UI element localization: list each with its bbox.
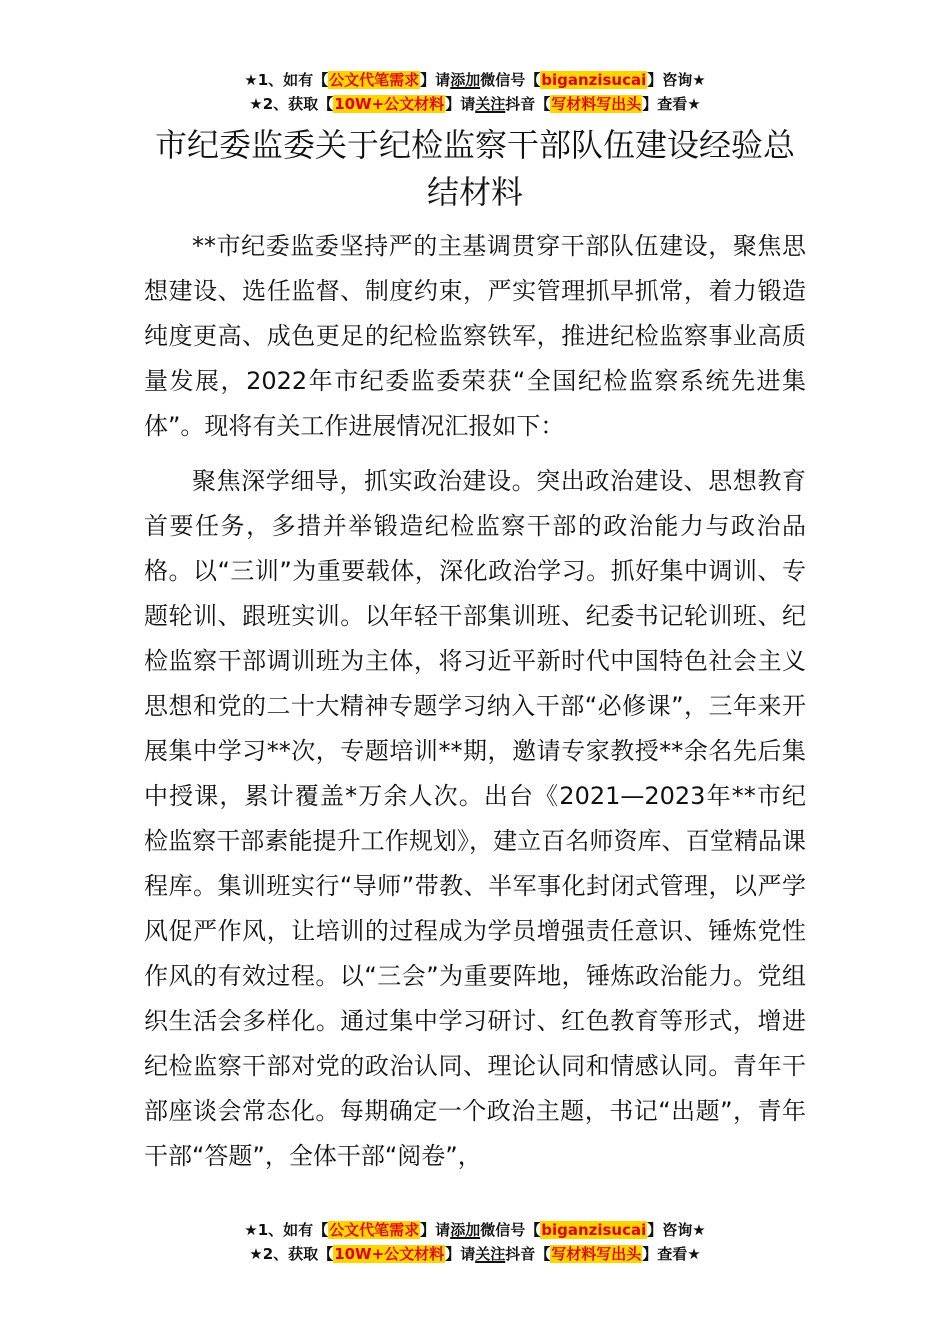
promo-text: ★2、获取【 — [249, 95, 334, 113]
promo-highlight: 写材料写出头 — [551, 1245, 642, 1263]
promo-highlight: 公文代笔需求 — [329, 71, 420, 89]
promo-underline: 添加 — [450, 1221, 481, 1239]
promo-text: 】请 — [445, 95, 476, 113]
promo-highlight: 10W+公文材料 — [334, 95, 445, 113]
promo-text: 抖音【 — [505, 95, 551, 113]
promo-line-1 — [0, 1218, 950, 1242]
promo-text: ★2、获取【 — [249, 1245, 334, 1263]
promo-line-1 — [0, 68, 950, 92]
promo-highlight: 写材料写出头 — [551, 95, 642, 113]
promo-underline: 添加 — [450, 71, 481, 89]
promo-text: ★1、如有【 — [244, 71, 329, 89]
promo-text: 】查看★ — [642, 95, 701, 113]
promo-underline: 关注 — [475, 1245, 506, 1263]
promo-text: 】咨询★ — [647, 1221, 706, 1239]
promo-line-2 — [0, 1242, 950, 1266]
paragraph-intro: **市纪委监委坚持严的主基调贯穿干部队伍建设，聚焦思想建设、选任监督、制度约束，严实管理抓早抓常，着力锻造纯度更高、成色更足的纪检监察铁军，推进纪检监察事业高质量发展，2022年市纪委监委荣获“全国纪检监察系统先进集体”。现将有关工作进展情况汇报如下： — [144, 232, 806, 440]
promo-text: 】请 — [445, 1245, 476, 1263]
document-title: 市纪委监委关于纪检监察干部队伍建设经验总结材料 — [154, 126, 795, 211]
promo-text: ★1、如有【 — [244, 1221, 329, 1239]
document-body — [144, 224, 806, 1189]
promo-text: 】请 — [420, 1221, 451, 1239]
promo-text: 】请 — [420, 71, 451, 89]
promo-highlight: 公文代笔需求 — [329, 1221, 420, 1239]
promo-highlight: 10W+公文材料 — [334, 1245, 445, 1263]
promo-highlight: biganzisucai — [541, 1221, 647, 1239]
promo-text: 】查看★ — [642, 1245, 701, 1263]
promo-text: 抖音【 — [505, 1245, 551, 1263]
promo-line-2 — [0, 92, 950, 116]
promo-text: 微信号【 — [480, 71, 541, 89]
promo-underline: 关注 — [475, 95, 506, 113]
paragraph-political-building: 聚焦深学细导，抓实政治建设。突出政治建设、思想教育首要任务，多措并举锻造纪检监察干部的政治能力与政治品格。以“三训”为重要载体，深化政治学习。抓好集中调训、专题轮训、跟班实训。以年轻干部集训班、纪委书记轮训班、纪检监察干部调训班为主体，将习近平新时代中国特色社会主义思想和党的二十大精神专题学习纳入干部“必修课”，三年来开展集中学习**次，专题培训**期，邀请专家教授**余名先后集中授课，累计覆盖*万余人次。出台《2021—2023年**市纪检监察干部素能提升工作规划》，建立百名师资库、百堂精品课程库。集训班实行“导师”带教、半军事化封闭式管理，以严学风促严作风，让培训的过程成为学员增强责任意识、锤炼党性作风的有效过程。以“三会”为重要阵地，锤炼政治能力。党组织生活会多样化。通过集中学习研讨、红色教育等形式，增进纪检监察干部对党的政治认同、理论认同和情感认同。青年干部座谈会常态化。每期确定一个政治主题，书记“出题”，青年干部“答题”，全体干部“阅卷”， — [144, 467, 806, 1170]
promo-banner-bottom — [0, 1218, 950, 1266]
promo-banner-top — [0, 68, 950, 116]
promo-text: 微信号【 — [480, 1221, 541, 1239]
promo-highlight: biganzisucai — [541, 71, 647, 89]
promo-text: 】咨询★ — [647, 71, 706, 89]
